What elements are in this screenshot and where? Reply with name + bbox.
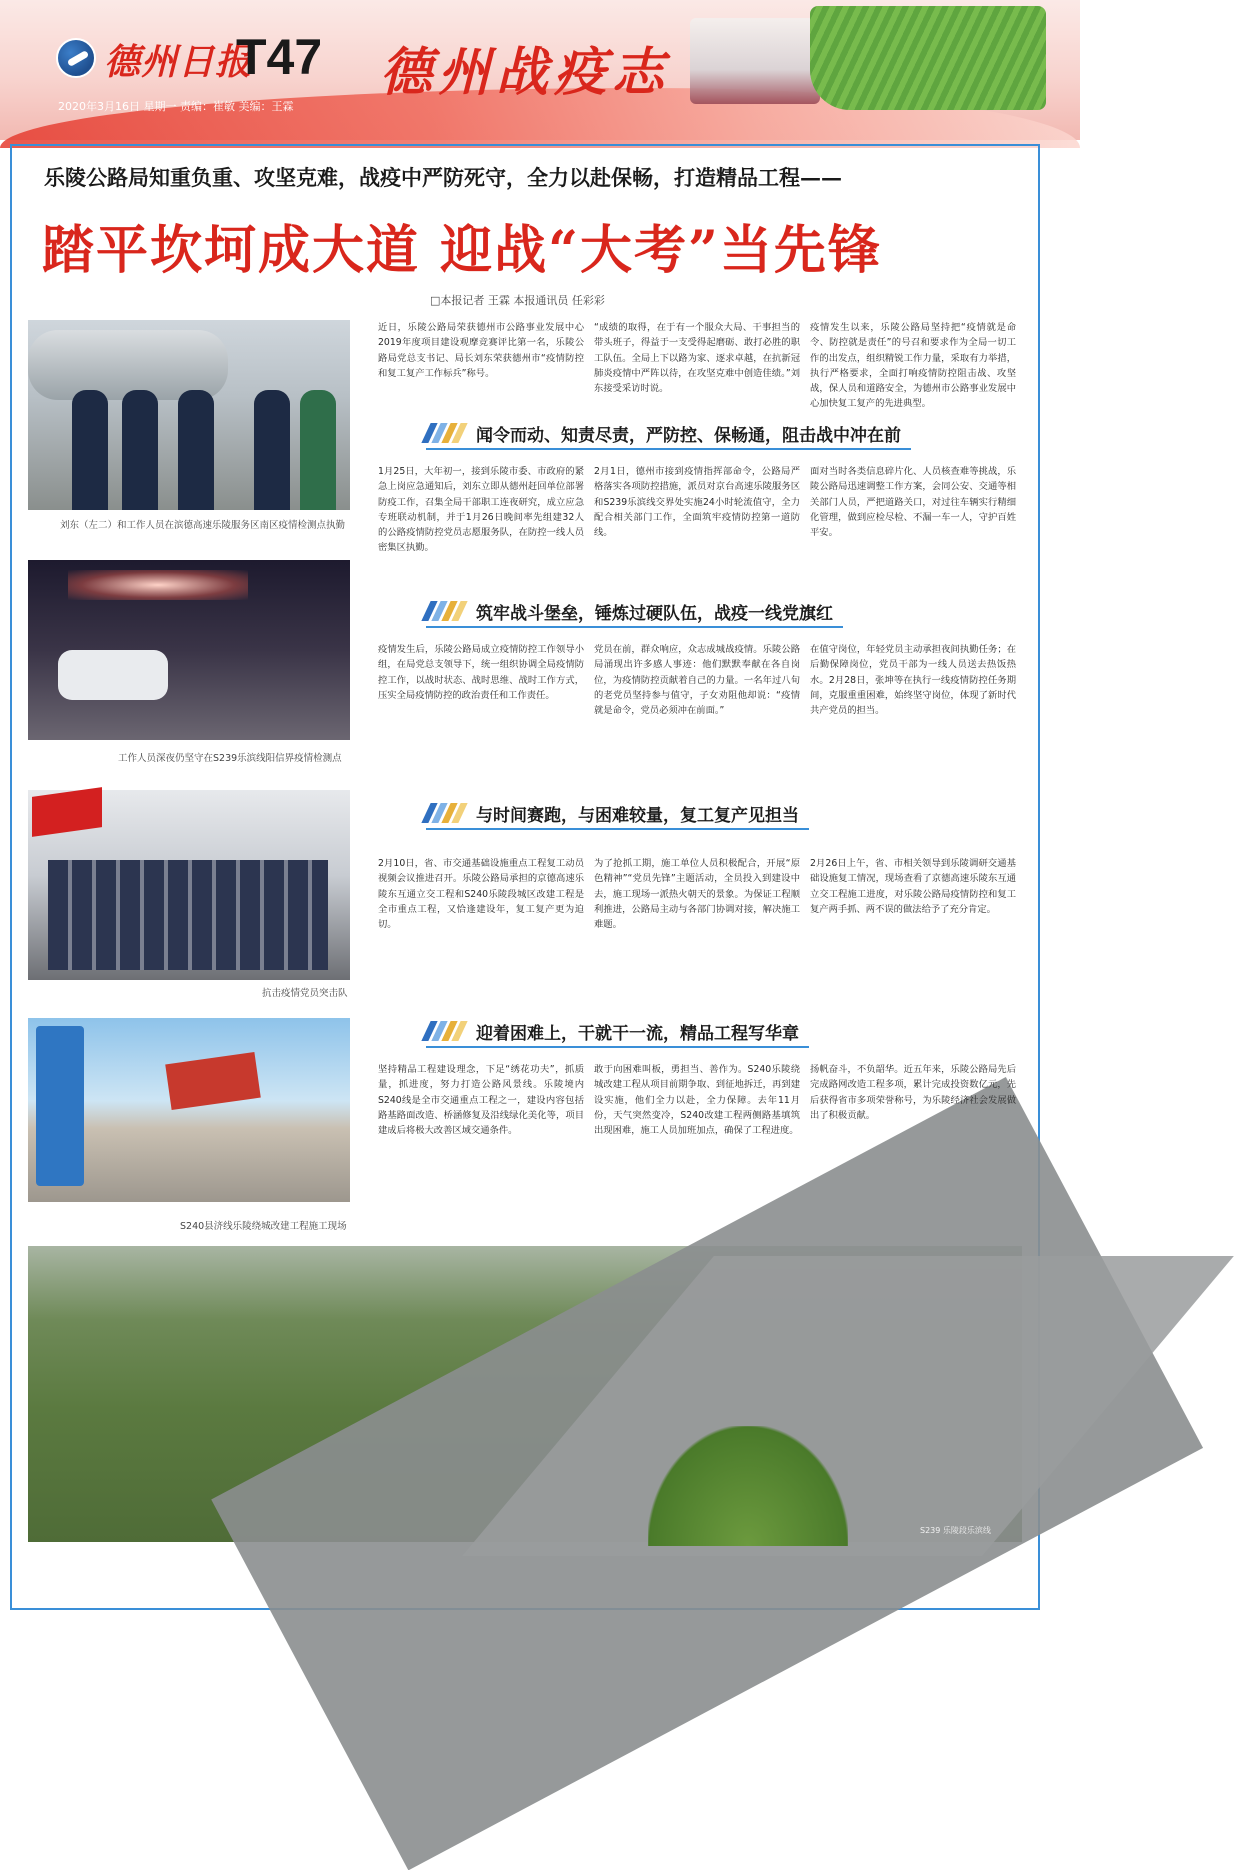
- body-column: 扬帆奋斗，不负韶华。近五年来，乐陵公路局先后完成路网改造工程多项，累计完成投资数亿元，先后获得省市多项荣誉称号，为乐陵经济社会发展做出了积极贡献。: [810, 1064, 1016, 1121]
- column-title: 德州战疫志: [380, 42, 671, 103]
- body-column: 面对当时各类信息碎片化、人员核查难等挑战，乐陵公路局迅速调整工作方案，会同公安、交通等相关部门人员，严把道路关口，对过往车辆实行精细化管理，做到应检尽检、不漏一车一人，守护百姓平安。: [810, 466, 1016, 539]
- team-members-shape: [48, 860, 328, 970]
- person-shape: [72, 390, 108, 510]
- photo-caption: S239 乐陵段乐滨线: [920, 1526, 991, 1535]
- photo-caption: 工作人员深夜仍坚守在S239乐滨线阳信界疫情检测点: [118, 753, 342, 764]
- section-2-text: [378, 642, 1016, 776]
- green-median-shape: [648, 1426, 848, 1546]
- photo-party-commando-team: [28, 790, 350, 980]
- photo-caption: 抗击疫情党员突击队: [262, 988, 348, 999]
- masthead: [0, 0, 1080, 140]
- section-heading-text: 与时间赛跑，与困难较量，复工复产见担当: [476, 805, 799, 826]
- body-column: 2月26日上午，省、市相关领导到乐陵调研交通基础设施复工情况，现场查看了京德高速乐陵东互通立交工程施工进度，对乐陵公路局疫情防控和复工复产两手抓、两不误的做法给予了充分肯定。: [810, 858, 1016, 915]
- photo-caption: S240县济线乐陵绕城改建工程施工现场: [180, 1221, 347, 1232]
- stripes-icon: [426, 601, 464, 621]
- section-heading-1: [426, 420, 901, 446]
- section-heading-4: [426, 1018, 799, 1044]
- farm-field-photo: [810, 6, 1046, 110]
- photo-caption: 刘东（左二）和工作人员在滨德高速乐陵服务区南区疫情检测点执勤: [60, 520, 346, 531]
- body-column: 2月1日，德州市接到疫情指挥部命令，公路局严格落实各项防控措施，派员对京台高速乐陵服务区和S239乐滨线交界处实施24小时轮流值守，全力配合相关部门工作，全面筑牢疫情防控第一道防线。: [594, 466, 800, 539]
- paper-logo-icon: [56, 38, 96, 78]
- person-shape: [122, 390, 158, 510]
- section-1-text: [378, 464, 1016, 574]
- red-flag-shape: [32, 787, 102, 837]
- photo-construction-site: [28, 1018, 350, 1202]
- photo-highway-aerial: [28, 1246, 1022, 1542]
- article-byline: □本报记者 王霖 本报通讯员 任彩彩: [430, 294, 605, 307]
- body-column: 1月25日，大年初一，接到乐陵市委、市政府的紧急上岗应急通知后，刘东立即从德州赶回单位部署防疫工作，召集全局干部职工连夜研究，成立应急专班联动机制，并于1月26日晚间率先组建32人的公路疫情防控党员志愿服务队，在防控一线人员密集区执勤。: [378, 466, 584, 554]
- photo-night-checkpoint: [28, 560, 350, 740]
- person-shape: [178, 390, 214, 510]
- page-number: T47: [236, 29, 323, 85]
- stripes-icon: [426, 423, 464, 443]
- section-3-text: [378, 856, 1016, 992]
- section-heading-text: 筑牢战斗堡垒，锤炼过硬队伍，战疫一线党旗红: [476, 603, 833, 624]
- body-column: 近日，乐陵公路局荣获德州市公路事业发展中心2019年度项目建设观摩竞赛评比第一名，乐陵公路局党总支书记、局长刘东荣获德州市“疫情防控和复工复产工作标兵”称号。: [378, 322, 584, 379]
- paper-name: 德州日报: [104, 41, 253, 83]
- person-shape: [254, 390, 290, 510]
- body-column: 敢于向困难叫板，勇担当、善作为。S240乐陵绕城改建工程从项目前期争取、到征地拆迁，再到建设实施，他们全力以赴，全力保障。去年11月份，天气突然变冷，S240改建工程两侧路基填筑出现困难，施工人员加班加点，确保了工程进度。: [594, 1064, 800, 1137]
- body-column: “成绩的取得，在于有一个服众大局、干事担当的带头班子，得益于一支受得起磨砺、敢打必胜的职工队伍。全局上下以路为家、逐求卓越，在抗新冠肺炎疫情中严阵以待，在攻坚克难中创造佳绩。”刘东接受采访时说。: [594, 322, 800, 395]
- road-banner-shape: [36, 1026, 84, 1186]
- section-heading-2: [426, 598, 833, 624]
- photo-checkpoint-service-area: [28, 320, 350, 510]
- body-column: 为了抢抓工期，施工单位人员积极配合，开展“原色精神”“党员先锋”主题活动，全员投入到建设中去，施工现场一派热火朝天的景象。为保证工程顺利推进，公路局主动与各部门协调对接，解决施工难题。: [594, 858, 800, 931]
- date-line: 2020年3月16日 星期一 责编：崔敏 美编：王霖: [58, 100, 294, 113]
- article-headline: 踏平坎坷成大道 迎战“大考”当先锋: [42, 220, 882, 281]
- body-column: 党员在前，群众响应，众志成城战疫情。乐陵公路局涌现出许多感人事迹：他们默默奉献在各自岗位，为疫情防控贡献着自己的力量。一名年过八旬的老党员坚持参与值守，子女劝阻他却说：“疫情就是命令，党员必须冲在前面。”: [594, 644, 800, 717]
- dump-truck-shape: [165, 1052, 261, 1110]
- section-4-text: [378, 1062, 1016, 1230]
- person-shape: [300, 390, 336, 510]
- body-column: 疫情发生以来，乐陵公路局坚持把“疫情就是命令、防控就是责任”的号召和要求作为全局一切工作的出发点，组织精锐工作力量，采取有力举措，执行严格要求，全面打响疫情防控阻击战、攻坚战，保人员和道路安全，为德州市公路事业发展中心加快复工复产的先进典型。: [810, 322, 1016, 410]
- tent-light-shape: [68, 570, 248, 600]
- intro-text: [378, 320, 1016, 410]
- stripes-icon: [426, 803, 464, 823]
- stripes-icon: [426, 1021, 464, 1041]
- section-heading-text: 闻令而动、知责尽责，严防控、保畅通，阻击战中冲在前: [476, 425, 901, 446]
- article-kicker: 乐陵公路局知重负重、攻坚克难，战疫中严防死守，全力以赴保畅，打造精品工程——: [44, 165, 842, 190]
- section-heading-3: [426, 800, 799, 826]
- body-column: 在值守岗位，年轻党员主动承担夜间执勤任务；在后勤保障岗位，党员干部为一线人员送去热饭热水。2月28日，张坤等在执行一线疫情防控任务期间，克服重重困难，始终坚守岗位，体现了新时代共产党员的担当。: [810, 644, 1016, 717]
- car-shape: [58, 650, 168, 700]
- body-column: 2月10日，省、市交通基础设施重点工程复工动员视频会议推进召开。乐陵公路局承担的京德高速乐陵东互通立交工程和S240乐陵段城区改建工程是全市重点工程，又恰逢建设年，复工复产更为迫切。: [378, 858, 584, 931]
- body-column: 坚持精品工程建设理念，下足“绣花功夫”，抓质量，抓进度，努力打造公路风景线。乐陵境内S240线是全市交通重点工程之一，建设内容包括路基路面改造、桥涵修复及沿线绿化美化等，项目建成后将极大改善区域交通条件。: [378, 1064, 584, 1137]
- section-heading-text: 迎着困难上，干就干一流，精品工程写华章: [476, 1023, 799, 1044]
- body-column: 疫情发生后，乐陵公路局成立疫情防控工作领导小组，在局党总支领导下，统一组织协调全局疫情防控工作，以战时状态、战时思维、战时工作方式，压实全局疫情防控的政治责任和工作责任。: [378, 644, 584, 701]
- medical-workers-photo: [690, 18, 820, 104]
